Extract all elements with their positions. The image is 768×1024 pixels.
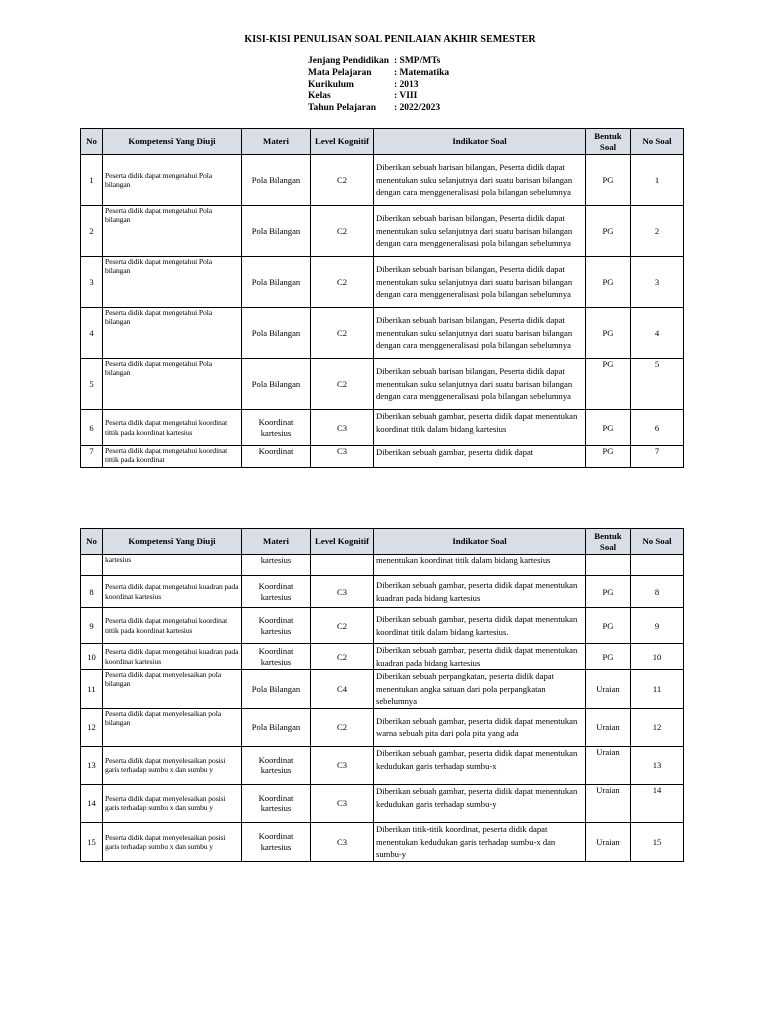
header-materi: Materi <box>242 529 311 555</box>
cell-kompetensi: Peserta didik dapat mengetahui Pola bilangan <box>103 206 242 257</box>
meta-label: Tahun Pelajaran <box>308 103 377 114</box>
cell-indikator: Diberikan sebuah gambar, peserta didik dapat menentukan kuadran pada bidang kartesius <box>374 576 586 608</box>
cell-no: 2 <box>81 206 103 257</box>
cell-level: C2 <box>311 608 374 644</box>
cell-indikator: Diberikan sebuah gambar, peserta didik dapat <box>374 446 586 468</box>
cell-no: 14 <box>81 784 103 822</box>
cell-nosoal: 12 <box>631 708 684 746</box>
table-row <box>81 410 684 446</box>
header-bentuk: Bentuk Soal <box>586 529 631 555</box>
cell-bentuk: Uraian <box>586 746 631 784</box>
cell-bentuk: PG <box>586 206 631 257</box>
cell-indikator: Diberikan sebuah barisan bilangan, Peserta didik dapat menentukan suku selanjutnya dari suatu barisan bilangan dengan cara menggeneralisasi pola bilangan sebelumnya <box>374 308 586 359</box>
cell-level: C3 <box>311 822 374 861</box>
cell-nosoal: 4 <box>631 308 684 359</box>
cell-indikator: Diberikan sebuah barisan bilangan, Peserta didik dapat menentukan suku selanjutnya dari suatu barisan bilangan dengan cara menggeneralisasi pola bilangan sebelumnya <box>374 155 586 206</box>
cell-bentuk: Uraian <box>586 822 631 861</box>
cell-no: 10 <box>81 644 103 670</box>
cell-materi: Pola Bilangan <box>242 359 311 410</box>
cell-no: 13 <box>81 746 103 784</box>
table-row <box>81 644 684 670</box>
cell-nosoal: 15 <box>631 822 684 861</box>
table-row <box>81 822 684 861</box>
cell-indikator: Diberikan sebuah perpangkatan, peserta didik dapat menentukan angka satuan dari pola perpangkatan sebelumnya <box>374 670 586 709</box>
meta-label: Kelas <box>308 91 331 102</box>
cell-kompetensi: Peserta didik dapat mengetahui Pola bilangan <box>103 155 242 206</box>
cell-level: C2 <box>311 359 374 410</box>
cell-materi: kartesius <box>242 555 311 576</box>
cell-no: 12 <box>81 708 103 746</box>
cell-materi: Koordinat kartesius <box>242 746 311 784</box>
cell-no <box>81 555 103 576</box>
meta-value: : 2013 <box>394 79 419 90</box>
cell-no: 11 <box>81 670 103 709</box>
cell-kompetensi: kartesius <box>103 555 242 576</box>
cell-materi: Pola Bilangan <box>242 308 311 359</box>
kisi-table-2 <box>80 528 684 862</box>
cell-level: C3 <box>311 784 374 822</box>
table-row <box>81 555 684 576</box>
meta-label: Kurikulum <box>308 79 354 90</box>
cell-bentuk: PG <box>586 359 631 410</box>
cell-materi: Koordinat kartesius <box>242 410 311 446</box>
cell-materi: Pola Bilangan <box>242 155 311 206</box>
cell-no: 7 <box>81 446 103 468</box>
meta-row <box>308 91 449 103</box>
cell-nosoal: 11 <box>631 670 684 709</box>
cell-kompetensi: Peserta didik dapat mengetahui Pola bilangan <box>103 257 242 308</box>
header-level: Level Kognitif <box>311 129 374 155</box>
cell-indikator: Diberikan sebuah gambar, peserta didik dapat menentukan kedudukan garis terhadap sumbu-x <box>374 746 586 784</box>
cell-materi: Koordinat kartesius <box>242 644 311 670</box>
cell-kompetensi: Peserta didik dapat menyelesaikan posisi garis terhadap sumbu x dan sumbu y <box>103 746 242 784</box>
cell-indikator: Diberikan sebuah gambar, peserta didik dapat menentukan koordinat titik dalam bidang kartesius <box>374 410 586 446</box>
cell-kompetensi: Peserta didik dapat menyelesaikan pola bilangan <box>103 708 242 746</box>
cell-nosoal <box>631 555 684 576</box>
page-title: KISI-KISI PENULISAN SOAL PENILAIAN AKHIR SEMESTER <box>244 34 536 45</box>
cell-level: C2 <box>311 206 374 257</box>
cell-level <box>311 555 374 576</box>
header-materi: Materi <box>242 129 311 155</box>
table-row <box>81 784 684 822</box>
cell-nosoal: 6 <box>631 410 684 446</box>
table-row <box>81 446 684 468</box>
cell-bentuk: Uraian <box>586 708 631 746</box>
cell-indikator: Diberikan sebuah gambar, peserta didik dapat menentukan warna sebuah pita dari pola pita yang ada <box>374 708 586 746</box>
table-row <box>81 155 684 206</box>
cell-materi: Koordinat kartesius <box>242 784 311 822</box>
meta-row <box>308 68 449 80</box>
cell-indikator: Diberikan titik-titik koordinat, peserta didik dapat menentukan kedudukan garis terhadap sumbu-x dan sumbu-y <box>374 822 586 861</box>
cell-materi: Pola Bilangan <box>242 206 311 257</box>
table-row <box>81 608 684 644</box>
cell-nosoal: 13 <box>631 746 684 784</box>
cell-indikator: Diberikan sebuah barisan bilangan, Peserta didik dapat menentukan suku selanjutnya dari suatu barisan bilangan dengan cara menggeneralisasi pola bilangan sebelumnya <box>374 206 586 257</box>
cell-bentuk: PG <box>586 644 631 670</box>
header-indikator: Indikator Soal <box>374 529 586 555</box>
cell-nosoal: 3 <box>631 257 684 308</box>
cell-level: C2 <box>311 308 374 359</box>
cell-nosoal: 9 <box>631 608 684 644</box>
cell-indikator: Diberikan sebuah gambar, peserta didik dapat menentukan koordinat titik dalam bidang kartesius. <box>374 608 586 644</box>
kisi-table-1 <box>80 128 684 468</box>
meta-row <box>308 103 449 115</box>
cell-nosoal: 1 <box>631 155 684 206</box>
cell-no: 4 <box>81 308 103 359</box>
cell-bentuk: PG <box>586 257 631 308</box>
cell-bentuk: PG <box>586 446 631 468</box>
cell-materi: Pola Bilangan <box>242 257 311 308</box>
header-no: No <box>81 529 103 555</box>
cell-kompetensi: Peserta didik dapat mengetahui Pola bilangan <box>103 308 242 359</box>
meta-row <box>308 56 449 68</box>
cell-bentuk: Uraian <box>586 784 631 822</box>
cell-bentuk: Uraian <box>586 670 631 709</box>
cell-kompetensi: Peserta didik dapat mengetahui Pola bilangan <box>103 359 242 410</box>
table-row <box>81 206 684 257</box>
table-header-row <box>81 129 684 155</box>
header-kompetensi: Kompetensi Yang Diuji <box>103 529 242 555</box>
cell-level: C3 <box>311 576 374 608</box>
cell-kompetensi: Peserta didik dapat mengetahui koordinat tittik pada koordinat kartesius <box>103 410 242 446</box>
cell-materi: Pola Bilangan <box>242 670 311 709</box>
cell-level: C2 <box>311 708 374 746</box>
table-header-row <box>81 529 684 555</box>
table-row <box>81 746 684 784</box>
meta-value: : Matematika <box>394 67 450 78</box>
cell-materi: Pola Bilangan <box>242 708 311 746</box>
meta-value: : VIII <box>394 91 418 102</box>
cell-indikator: Diberikan sebuah barisan bilangan, Peserta didik dapat menentukan suku selanjutnya dari suatu barisan bilangan dengan cara menggeneralisasi pola bilangan sebelumnya <box>374 359 586 410</box>
cell-kompetensi: Peserta didik dapat menyelesaikan posisi garis terhadap sumbu x dan sumbu y <box>103 784 242 822</box>
cell-no: 1 <box>81 155 103 206</box>
header-level: Level Kognitif <box>311 529 374 555</box>
document-metadata <box>308 56 449 115</box>
cell-materi: Koordinat kartesius <box>242 576 311 608</box>
header-no: No <box>81 129 103 155</box>
table-row <box>81 576 684 608</box>
header-bentuk: Bentuk Soal <box>586 129 631 155</box>
cell-no: 9 <box>81 608 103 644</box>
cell-nosoal: 7 <box>631 446 684 468</box>
cell-no: 15 <box>81 822 103 861</box>
cell-indikator: Diberikan sebuah gambar, peserta didik dapat menentukan kedudukan garis terhadap sumbu-y <box>374 784 586 822</box>
cell-bentuk: PG <box>586 576 631 608</box>
cell-nosoal: 8 <box>631 576 684 608</box>
cell-indikator: menentukan koordinat titik dalam bidang kartesius <box>374 555 586 576</box>
cell-materi: Koordinat <box>242 446 311 468</box>
table-row <box>81 670 684 709</box>
cell-no: 3 <box>81 257 103 308</box>
cell-kompetensi: Peserta didik dapat menyelesaikan pola bilangan <box>103 670 242 709</box>
cell-kompetensi: Peserta didik dapat mengetahui kuadran pada koordinat kartesius <box>103 576 242 608</box>
header-nosoal: No Soal <box>631 129 684 155</box>
cell-materi: Koordinat kartesius <box>242 822 311 861</box>
cell-kompetensi: Peserta didik dapat mengetahui koordinat tittik pada koordinat <box>103 446 242 468</box>
header-indikator: Indikator Soal <box>374 129 586 155</box>
cell-level: C2 <box>311 644 374 670</box>
cell-no: 6 <box>81 410 103 446</box>
cell-level: C2 <box>311 155 374 206</box>
cell-bentuk <box>586 555 631 576</box>
cell-bentuk: PG <box>586 410 631 446</box>
cell-level: C4 <box>311 670 374 709</box>
cell-level: C2 <box>311 257 374 308</box>
cell-indikator: Diberikan sebuah barisan bilangan, Peserta didik dapat menentukan suku selanjutnya dari suatu barisan bilangan dengan cara menggeneralisasi pola bilangan sebelumnya <box>374 257 586 308</box>
cell-bentuk: PG <box>586 155 631 206</box>
table-row <box>81 708 684 746</box>
meta-value: : 2022/2023 <box>394 103 441 114</box>
cell-bentuk: PG <box>586 308 631 359</box>
cell-bentuk: PG <box>586 608 631 644</box>
cell-kompetensi: Peserta didik dapat mengetahui koordinat tittik pada koordinat kartesius <box>103 608 242 644</box>
cell-nosoal: 14 <box>631 784 684 822</box>
cell-nosoal: 10 <box>631 644 684 670</box>
meta-label: Mata Pelajaran <box>308 67 372 78</box>
cell-indikator: Diberikan sebuah gambar, peserta didik dapat menentukan kuadran pada bidang kartesius <box>374 644 586 670</box>
table-row <box>81 359 684 410</box>
meta-row <box>308 80 449 92</box>
meta-value: : SMP/MTs <box>394 56 441 66</box>
meta-label: Jenjang Pendidikan <box>308 56 390 66</box>
header-nosoal: No Soal <box>631 529 684 555</box>
cell-level: C3 <box>311 446 374 468</box>
cell-level: C3 <box>311 746 374 784</box>
cell-kompetensi: Peserta didik dapat menyelesaikan posisi garis terhadap sumbu x dan sumbu y <box>103 822 242 861</box>
cell-level: C3 <box>311 410 374 446</box>
table-row <box>81 257 684 308</box>
cell-materi: Koordinat kartesius <box>242 608 311 644</box>
cell-no: 8 <box>81 576 103 608</box>
cell-no: 5 <box>81 359 103 410</box>
table-row <box>81 308 684 359</box>
header-kompetensi: Kompetensi Yang Diuji <box>103 129 242 155</box>
cell-kompetensi: Peserta didik dapat mengetahui kuadran pada koordinat kartesius <box>103 644 242 670</box>
cell-nosoal: 2 <box>631 206 684 257</box>
cell-nosoal: 5 <box>631 359 684 410</box>
